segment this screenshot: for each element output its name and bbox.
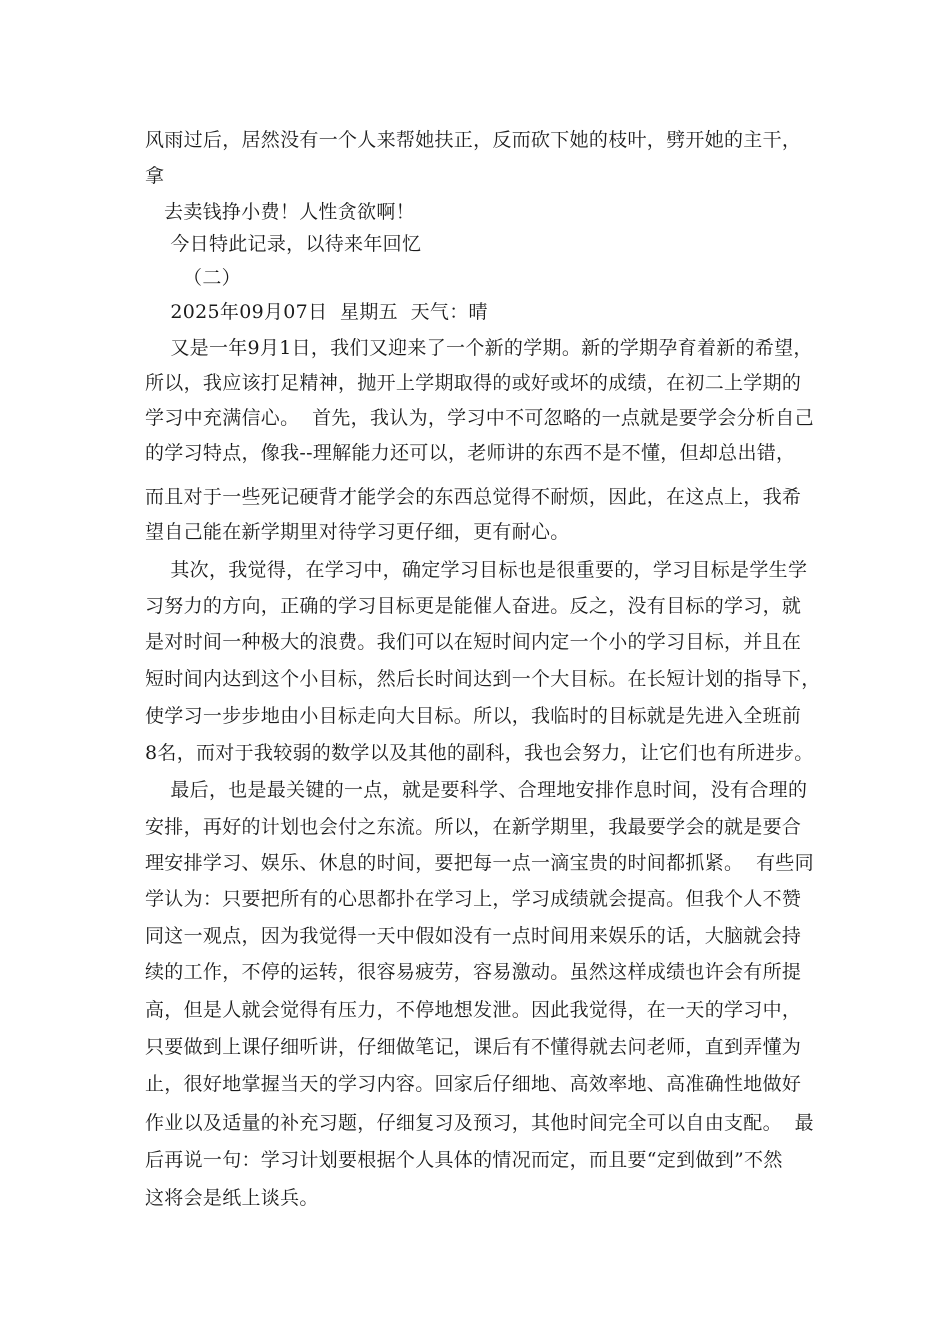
text-line: 这将会是纸上谈兵。	[145, 1187, 319, 1209]
text-line: 理安排学习、娱乐、休息的时间，要把每一点一滴宝贵的时间都抓紧。 有些同	[145, 852, 814, 874]
text-line: 学认为：只要把所有的心思都扑在学习上，学习成绩就会提高。但我个人不赞	[145, 888, 802, 910]
text-line: 续的工作，不停的运转，很容易疲劳，容易激动。虽然这样成绩也许会有所提	[145, 961, 802, 983]
text-line: 又是一年9月1日，我们又迎来了一个新的学期。新的学期孕育着新的希望，	[145, 337, 813, 359]
text-line: 去卖钱挣小费！人性贪欲啊！	[145, 201, 415, 223]
text-line: 学习中充满信心。 首先，我认为，学习中不可忽略的一点就是要学会分析自己	[145, 407, 814, 429]
text-line: 高，但是人就会觉得有压力，不停地想发泄。因此我觉得，在一天的学习中，	[145, 999, 802, 1021]
text-line: 是对时间一种极大的浪费。我们可以在短时间内定一个小的学习目标，并且在	[145, 631, 802, 653]
section-heading: （二）	[145, 267, 241, 289]
text-line: 止，很好地掌握当天的学习内容。回家后仔细地、高效率地、高准确性地做好	[145, 1073, 802, 1095]
text-line: 所以，我应该打足精神，抛开上学期取得的或好或坏的成绩，在初二上学期的	[145, 372, 802, 394]
text-line: 其次，我觉得，在学习中，确定学习目标也是很重要的，学习目标是学生学	[145, 559, 808, 581]
text-line: 今日特此记录，以待来年回忆	[145, 233, 422, 255]
text-line: 只要做到上课仔细听讲，仔细做笔记，课后有不懂得就去问老师，直到弄懂为	[145, 1036, 802, 1058]
text-line: 短时间内达到这个小目标，然后长时间达到一个大目标。在长短计划的指导下，	[145, 668, 821, 690]
text-line: 习努力的方向，正确的学习目标更是能催人奋进。反之，没有目标的学习，就	[145, 595, 802, 617]
text-line: 而且对于一些死记硬背才能学会的东西总觉得不耐烦，因此，在这点上，我希	[145, 486, 802, 508]
text-line: 作业以及适量的补充习题，仔细复习及预习，其他时间完全可以自由支配。 最	[145, 1112, 814, 1134]
text-line: 安排，再好的计划也会付之东流。所以，在新学期里，我最要学会的就是要合	[145, 816, 802, 838]
text-line: 的学习特点，像我--理解能力还可以，老师讲的东西不是不懂，但却总出错，	[145, 442, 796, 464]
text-line: 使学习一步步地由小目标走向大目标。所以，我临时的目标就是先进入全班前	[145, 705, 802, 727]
text-line: 望自己能在新学期里对待学习更仔细，更有耐心。	[145, 521, 570, 543]
text-line: 最后，也是最关键的一点，就是要科学、合理地安排作息时间，没有合理的	[145, 779, 808, 801]
diary-date-line: 2025年09月07日 星期五 天气：晴	[145, 301, 488, 323]
text-line: 同这一观点，因为我觉得一天中假如没有一点时间用来娱乐的话，大脑就会持	[145, 925, 802, 947]
text-line: 后再说一句：学习计划要根据个人具体的情况而定，而且要“定到做到”不然	[145, 1149, 783, 1171]
text-line: 8名，而对于我较弱的数学以及其他的副科，我也会努力，让它们也有所进步。	[145, 742, 814, 764]
text-line: 拿	[145, 165, 165, 187]
text-line: 风雨过后，居然没有一个人来帮她扶正，反而砍下她的枝叶，劈开她的主干，	[145, 129, 802, 151]
